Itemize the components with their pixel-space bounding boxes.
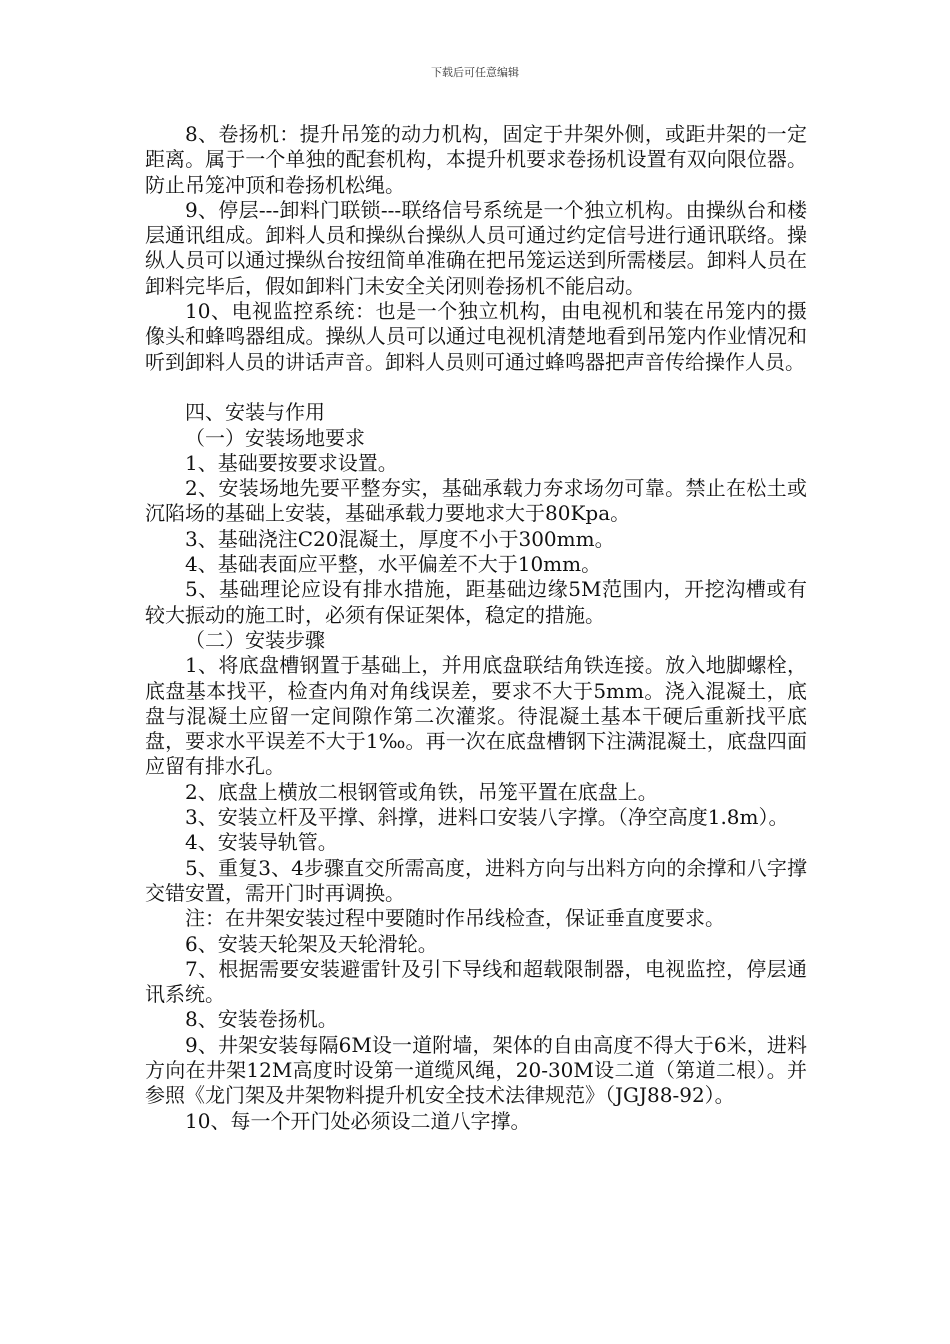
- list-item: 1、基础要按要求设置。: [185, 450, 398, 475]
- subheading-site-requirements: （一）安装场地要求: [185, 425, 365, 450]
- list-item: 3、安装立杆及平撑、斜撑，进料口安装八字撑。（净空高度1.8m）。: [185, 805, 789, 830]
- list-item: 5、基础理论应设有排水措施，距基础边缘5M范围内，开挖沟槽或有较大振动的施工时，必须有保证架体，稳定的措施。: [145, 577, 807, 627]
- page-header: 下载后可任意编辑: [431, 66, 519, 79]
- list-item: 2、底盘上横放二根钢管或角铁，吊笼平置在底盘上。: [185, 779, 658, 804]
- list-item: 4、基础表面应平整，水平偏差不大于10mm。: [185, 552, 602, 577]
- list-item: 3、基础浇注C20混凝土，厚度不小于300mm。: [185, 526, 615, 551]
- paragraph-tv-monitoring: 10、电视监控系统：也是一个独立机构，由电视机和装在吊笼内的摄像头和蜂鸣器组成。操纵人员可以通过电视机清楚地看到吊笼内作业情况和听到卸料人员的讲话声音。卸料人员则可通过蜂鸣器把声音传给操作人员。: [145, 299, 807, 374]
- note-paragraph: 注：在井架安装过程中要随时作吊线检查，保证垂直度要求。: [185, 906, 725, 931]
- paragraph-hoist-winch: 8、卷扬机：提升吊笼的动力机构，固定于井架外侧，或距井架的一定距离。属于一个单独的配套机构，本提升机要求卷扬机设置有双向限位器。防止吊笼冲顶和卷扬机松绳。: [145, 122, 807, 197]
- subheading-installation-steps: （二）安装步骤: [185, 627, 325, 652]
- list-item: 8、安装卷扬机。: [185, 1007, 338, 1032]
- list-item: 5、重复3、4步骤直交所需高度，进料方向与出料方向的余撑和八字撑交错安置，需开门时再调换。: [145, 855, 807, 905]
- section-heading-installation: 四、安装与作用: [185, 400, 325, 425]
- paragraph-floor-stop-interlock: 9、停层---卸料门联锁---联络信号系统是一个独立机构。由操纵台和楼层通讯组成。卸料人员和操纵台操纵人员可通过约定信号进行通讯联络。操纵人员可以通过操纵台按纽简单准确在把吊笼运送到所需楼层。卸料人员在卸料完毕后，假如卸料门未安全关闭则卷扬机不能启动。: [145, 197, 807, 298]
- list-item: 10、每一个开门处必须设二道八字撑。: [185, 1108, 531, 1133]
- blank-line: [145, 375, 807, 400]
- list-item: 1、将底盘槽钢置于基础上，并用底盘联结角铁连接。放入地脚螺栓，底盘基本找平，检查内角对角线误差，要求不大于5mm。浇入混凝土，底盘与混凝土应留一定间隙作第二次灌浆。待混凝土基本干硬后重新找平底盘，要求水平误差不大于1‰。再一次在底盘槽钢下注满混凝土，底盘四面应留有排水孔。: [145, 653, 807, 779]
- document-body: [145, 122, 807, 1134]
- list-item: 2、安装场地先要平整夯实，基础承载力夯求场勿可靠。禁止在松土或沉陷场的基础上安装，基础承载力要地求大于80Kpa。: [145, 476, 807, 526]
- list-item: 4、安装导轨管。: [185, 830, 338, 855]
- list-item: 6、安装天轮架及天轮滑轮。: [185, 931, 438, 956]
- list-item: 9、井架安装每隔6M设一道附墙，架体的自由高度不得大于6米，进料方向在井架12M高度时设第一道缆风绳，20-30M设二道（第道二根）。并参照《龙门架及井架物料提升机安全技术法律规范》（JGJ88-92）。: [145, 1032, 807, 1108]
- list-item: 7、根据需要安装避雷针及引下导线和超载限制器，电视监控，停层通讯系统。: [145, 956, 807, 1007]
